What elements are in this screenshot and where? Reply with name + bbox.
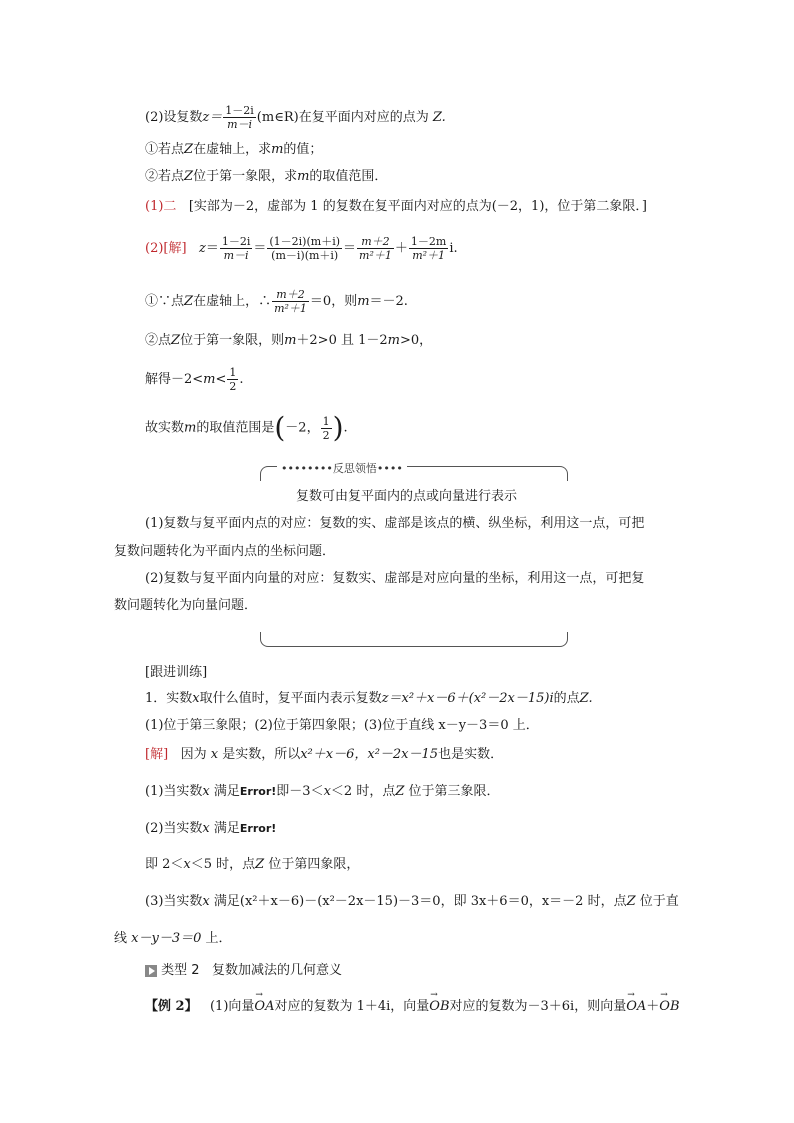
follow-up-solution-intro: [解] 因为 x 是实数，所以x²＋x－6，x²－2x－15也是实数． xyxy=(145,747,504,762)
follow-up-solution-3: (3)当实数x 满足(x²＋x－6)－(x²－2x－15)－3＝0，即 3x＋6＝0，x＝－2 时，点Z 位于直 xyxy=(145,894,679,909)
answer-2-part-2: ②点Z位于第一象限，则m＋2>0 且 1－2m>0， xyxy=(145,333,433,348)
fraction: $\frac{1}{2}$ xyxy=(322,414,330,442)
problem-2-part-1: ①若点Z在虚轴上，求m的值； xyxy=(145,142,323,157)
follow-up-question: 1．实数x取什么值时，复平面内表示复数z＝x²＋x－6＋(x²－2x－15)i的点Z. xyxy=(145,691,593,706)
type-2-header: 类型 2 复数加减法的几何意义 xyxy=(145,964,342,977)
follow-up-title: [跟进训练] xyxy=(145,665,208,680)
reflection-p1a: (1)复数与复平面内点的对应：复数的实、虚部是该点的横、纵坐标，利用这一点，可把 xyxy=(145,516,645,531)
reflection-title: ••••••••反思领悟•••• xyxy=(277,460,407,476)
follow-up-solution-2b: 即 2＜x＜5 时，点Z 位于第四象限， xyxy=(145,857,360,872)
follow-up-solution-2: (2)当实数x 满足Error! xyxy=(145,821,277,836)
follow-up-solution-3b: 线 x－y－3＝0 上． xyxy=(114,931,232,946)
reflection-p2a: (2)复数与复平面内向量的对应：复数实、虚部是对应向量的坐标，利用这一点，可把复 xyxy=(145,571,645,586)
fraction: $\frac{1-2i}{m-i}$ xyxy=(221,235,251,262)
reflection-p1b: 复数问题转化为平面内点的坐标问题． xyxy=(114,544,336,559)
range-conclusion: 故实数m的取值范围是(－2， $\frac{1}{2}$ ). xyxy=(145,411,348,444)
reflection-heading: 复数可由复平面内的点或向量进行表示 xyxy=(296,489,518,504)
follow-up-solution-1: (1)当实数x 满足Error!即－3＜x＜2 时，点Z 位于第三象限． xyxy=(145,784,500,799)
example-2: 【例 2】 (1)向量→ OA对应的复数为 1＋4i，向量→ OB对应的复数为－3＋6i，则向量→ OA＋→ OB xyxy=(145,1000,680,1013)
answer-1: (1)二 [实部为－2，虚部为 1 的复数在复平面内对应的点为(－2，1)，位于第二象限．] xyxy=(145,199,647,214)
problem-2-part-2: ②若点Z位于第一象限，求m的取值范围． xyxy=(145,169,388,184)
fraction: $\frac{m+2}{\text{m²＋1}}$ xyxy=(359,235,392,262)
reflection-p2b: 数问题转化为向量问题． xyxy=(114,598,258,613)
fraction: $\frac{1-2m}{\text{m²＋1}}$ xyxy=(410,235,447,262)
problem-2-statement: (2)设复数z＝ $\frac{1-2i}{m-i}$ (m∈R)在复平面内对应的点为 Z. xyxy=(145,104,446,131)
answer-2-equation: (2)[解] z＝ $\frac{1-2i}{m-i}$ ＝ $\frac{(1-2i)(m+i)}{(m-i)(m+i)}$ ＝ $\frac{m+2}{\text{m²＋1}}$ ＋ $\frac{1-2m}{\text{m²＋1}}$ i. xyxy=(145,235,458,262)
fraction: $\frac{1-2i}{m-i}$ xyxy=(225,104,254,131)
fraction: $\frac{m+2}{\text{m²＋1}}$ xyxy=(274,288,307,315)
fraction: $\frac{(1-2i)(m+i)}{(m-i)(m+i)}$ xyxy=(269,235,341,262)
fraction: $\frac{1}{2}$ xyxy=(229,366,237,393)
play-triangle-icon xyxy=(145,965,157,977)
reflection-frame-bottom xyxy=(260,632,568,647)
follow-up-parts: (1)位于第三象限；(2)位于第四象限；(3)位于直线 x－y－3＝0 上． xyxy=(145,718,539,733)
answer-2-part-1: ①∵点Z在虚轴上，∴ $\frac{m+2}{\text{m²＋1}}$ ＝0，则m＝－2. xyxy=(145,288,408,315)
solve-inequality: 解得－2<m< $\frac{1}{2}$ . xyxy=(145,366,244,393)
